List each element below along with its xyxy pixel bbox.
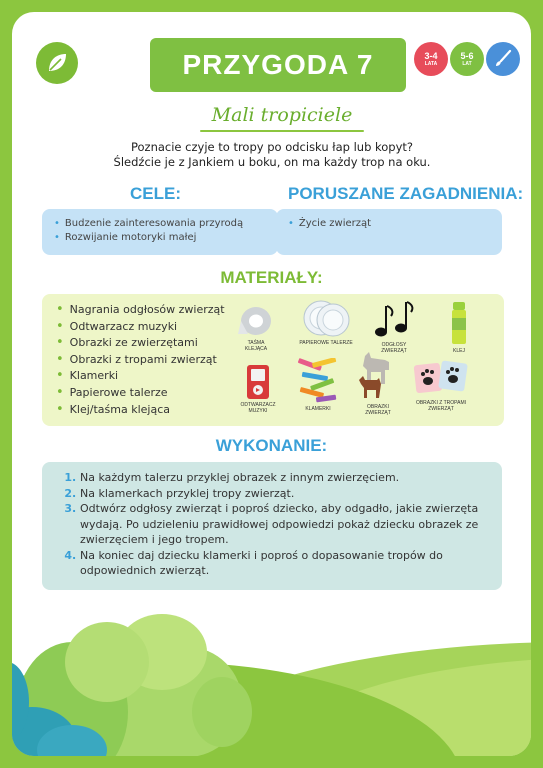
materials-heading: MATERIAŁY: [220,268,323,287]
materials-box [42,294,504,426]
material-picture-label: KLAMERKI [305,406,331,412]
material-picture-label: OBRAZKI ZWIERZĄT [365,404,391,416]
topics-heading: PORUSZANE ZAGADNIENIA: [288,184,524,203]
age-badge-3-4 [414,42,448,76]
paw-prints-icon [413,358,469,398]
material-item: • Klamerki [56,368,504,385]
subtitle: Mali tropiciele [211,104,353,126]
material-picture-label: TAŚMA KLEJĄCA [244,340,268,352]
step-item: 4. Na koniec daj dziecku klamerki i poproś o dopasowanie tropów do odpowiednich zwierząt. [80,548,490,579]
material-picture-label: PAPIEROWE TALERZE [299,340,353,346]
intro-text [52,140,492,170]
tape-picture [236,304,276,352]
glue-stick-picture [444,302,474,354]
clothespins-picture [294,358,342,412]
steps-heading: WYKONANIE: [215,436,328,455]
paw-prints-picture [408,358,474,412]
animal-pictures-picture [354,350,402,416]
page-title: PRZYGODA 7 [182,49,374,80]
topic-item: • Życie zwierząt [288,217,502,231]
paper-plates-icon [301,298,351,338]
material-item: • Obrazki z tropami zwierząt [56,352,504,369]
age-number: 3-4 [424,50,438,61]
material-picture-label: KLEJ [453,348,465,354]
paper-plates-picture [294,298,358,346]
music-player-picture [238,364,278,414]
music-notes-icon [372,300,416,340]
goals-box [42,209,278,255]
clothespins-icon [296,358,340,404]
worksheet [12,12,531,756]
animal-pictures-icon [355,350,401,402]
tape-icon [238,304,274,338]
material-item: • Papierowe talerze [56,385,504,402]
intro-line: Śledźcie je z Jankiem u boku, on ma każdy trop na oku. [113,155,431,169]
leaf-icon [36,42,78,84]
music-player-icon [246,364,270,400]
goal-item: • Rozwijanie motoryki małej [54,231,278,245]
step-item: 1. Na każdym talerzu przyklej obrazek z innym zwierzęciem. [80,470,490,486]
age-badge-5-6 [450,42,484,76]
step-item: 3. Odtwórz odgłosy zwierząt i poproś dziecko, aby odgadło, jakie zwierzęta wydają. Po udzieleniu prawidłowej odpowiedzi pokaż dziecku obrazek ze zwierzęciem i jego tropem. [80,501,490,548]
goals-heading: CELE: [130,184,181,203]
material-picture-label: OBRAZKI Z TROPAMI ZWIERZĄT [415,400,467,412]
goal-item: • Budzenie zainteresowania przyrodą [54,217,278,231]
age-unit: LAT [462,60,472,67]
material-item: • Obrazki ze zwierzętami [56,335,504,352]
step-item: 2. Na klamerkach przyklej tropy zwierząt. [80,486,490,502]
material-picture-label: ODGŁOSY ZWIERZĄT [381,342,407,354]
material-item: • Odtwarzacz muzyki [56,319,504,336]
title-banner [150,38,406,92]
intro-line: Poznacie czyje to tropy po odcisku łap lub kopyt? [130,140,414,154]
material-picture-label: ODTWARZACZ MUZYKI [240,402,276,414]
material-item: • Nagrania odgłosów zwierząt [56,302,504,319]
subtitle-underline [200,130,364,132]
steps-box [42,462,502,590]
glue-stick-icon [449,302,469,346]
music-notes-picture [372,300,416,354]
age-unit: LATA [424,60,438,67]
topics-box [276,209,502,255]
material-item: • Klej/taśma klejąca [56,402,504,419]
paintbrush-icon [486,42,520,76]
age-number: 5-6 [460,50,474,61]
